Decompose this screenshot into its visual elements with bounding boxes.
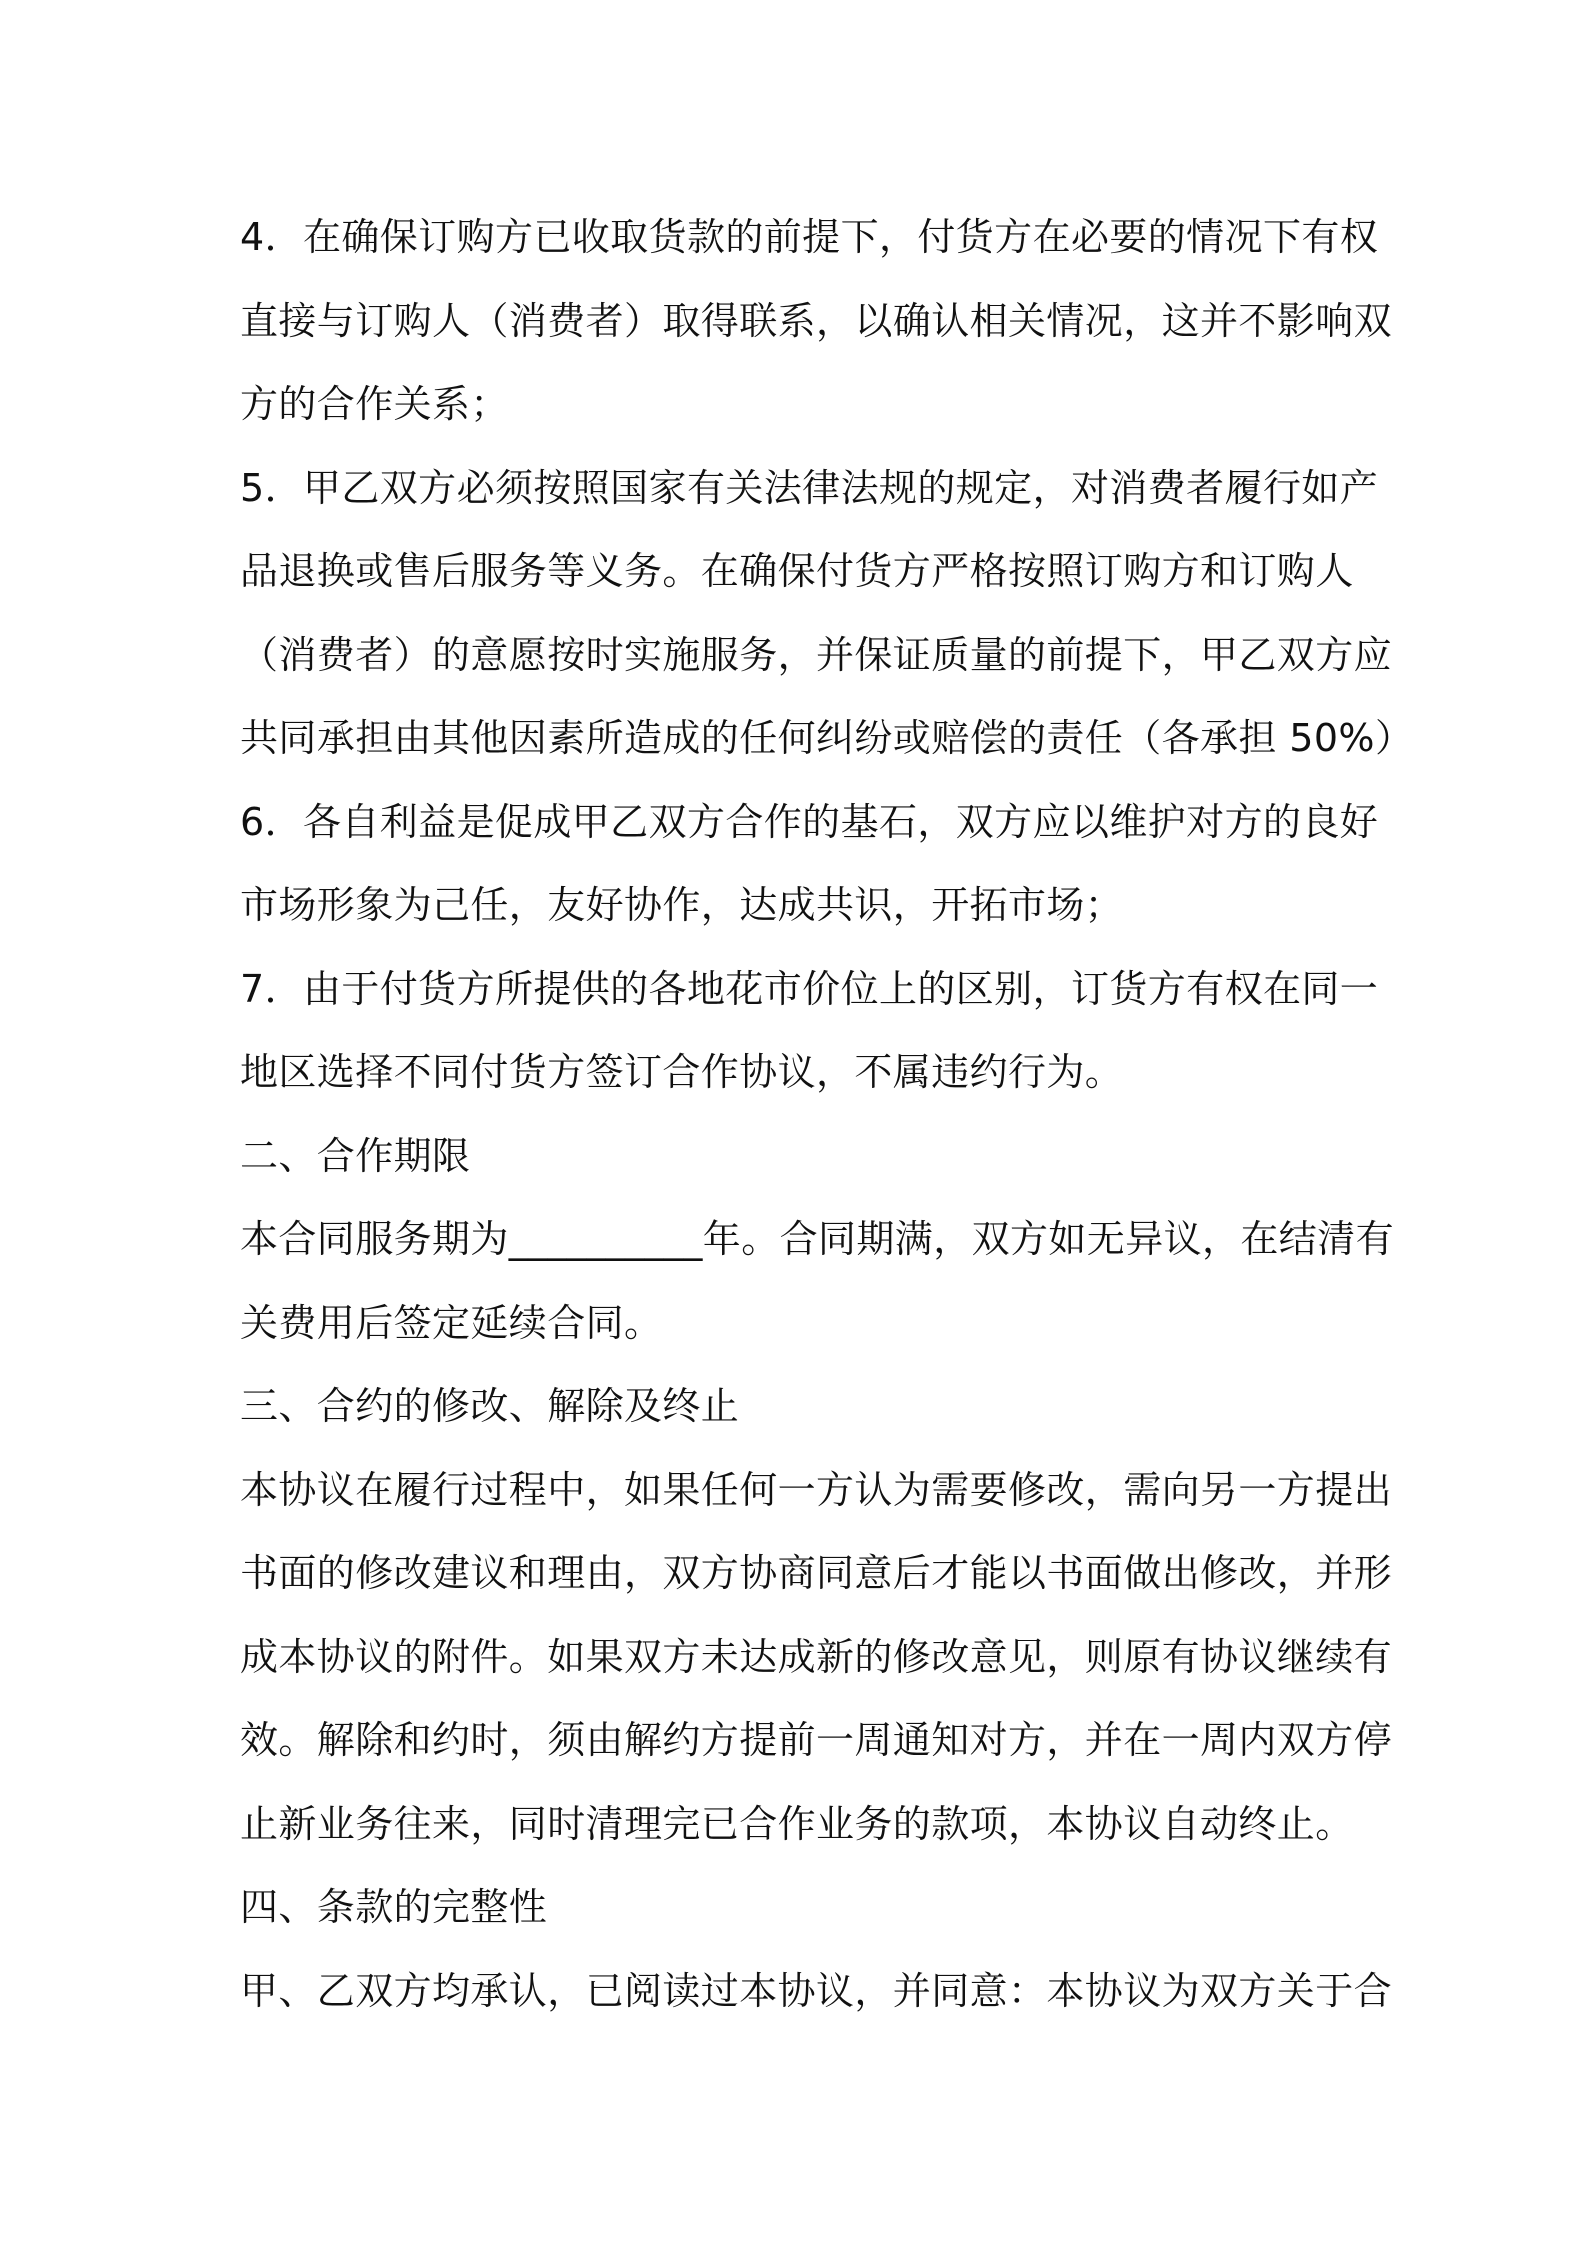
section-4-heading bbox=[240, 1866, 1360, 1950]
section-3-heading bbox=[240, 1365, 1360, 1449]
clause-5-paragraph bbox=[240, 447, 1414, 781]
document-body bbox=[240, 196, 1414, 2033]
section-2-paragraph bbox=[240, 1198, 1395, 1365]
text-line: 7．由于付货方所提供的各地花市价位上的区别，订货方有权在同一 bbox=[240, 966, 1379, 1011]
section-heading-text: 四、条款的完整性 bbox=[240, 1885, 548, 1929]
text-line: 效。解除和约时，须由解约方提前一周通知对方，并在一周内双方停 bbox=[240, 1718, 1393, 1762]
text-line: 止新业务往来，同时清理完已合作业务的款项，本协议自动终止。 bbox=[240, 1801, 1354, 1846]
text-line: 方的合作关系； bbox=[240, 382, 509, 426]
text-line: 甲、乙双方均承认，已阅读过本协议，并同意：本协议为双方关于合 bbox=[240, 1968, 1393, 2013]
text-line: 5．甲乙双方必须按照国家有关法律法规的规定，对消费者履行如产 bbox=[240, 465, 1379, 510]
text-line: 书面的修改建议和理由，双方协商同意后才能以书面做出修改，并形 bbox=[240, 1551, 1393, 1595]
text-line: （消费者）的意愿按时实施服务，并保证质量的前提下，甲乙双方应 bbox=[240, 632, 1393, 677]
section-3-paragraph bbox=[240, 1449, 1393, 1867]
text-line: 地区选择不同付货方签订合作协议，不属违约行为。 bbox=[240, 1050, 1124, 1094]
clause-6-paragraph bbox=[240, 781, 1379, 948]
text-line: 本合同服务期为__________年。合同期满，双方如无异议，在结清有 bbox=[240, 1217, 1395, 1261]
text-line: 品退换或售后服务等义务。在确保付货方严格按照订购方和订购人 bbox=[240, 549, 1354, 593]
text-line: 6．各自利益是促成甲乙双方合作的基石，双方应以维护对方的良好 bbox=[240, 799, 1379, 844]
section-heading-text: 二、合作期限 bbox=[240, 1133, 471, 1178]
text-line: 成本协议的附件。如果双方未达成新的修改意见，则原有协议继续有 bbox=[240, 1634, 1393, 1679]
text-line: 关费用后签定延续合同。 bbox=[240, 1300, 663, 1345]
clause-4-paragraph bbox=[240, 196, 1393, 447]
clause-7-paragraph bbox=[240, 948, 1379, 1115]
text-line: 4．在确保订购方已收取货款的前提下，付货方在必要的情况下有权 bbox=[240, 215, 1379, 259]
section-4-paragraph bbox=[240, 1950, 1393, 2034]
text-line: 共同承担由其他因素所造成的任何纠纷或赔偿的责任（各承担 50%） bbox=[240, 716, 1414, 760]
section-2-heading bbox=[240, 1115, 1360, 1199]
text-line: 本协议在履行过程中，如果任何一方认为需要修改，需向另一方提出 bbox=[240, 1467, 1393, 1512]
text-line: 直接与订购人（消费者）取得联系，以确认相关情况，这并不影响双 bbox=[240, 298, 1393, 343]
text-line: 市场形象为己任，友好协作，达成共识，开拓市场； bbox=[240, 883, 1124, 927]
section-heading-text: 三、合约的修改、解除及终止 bbox=[240, 1384, 740, 1428]
